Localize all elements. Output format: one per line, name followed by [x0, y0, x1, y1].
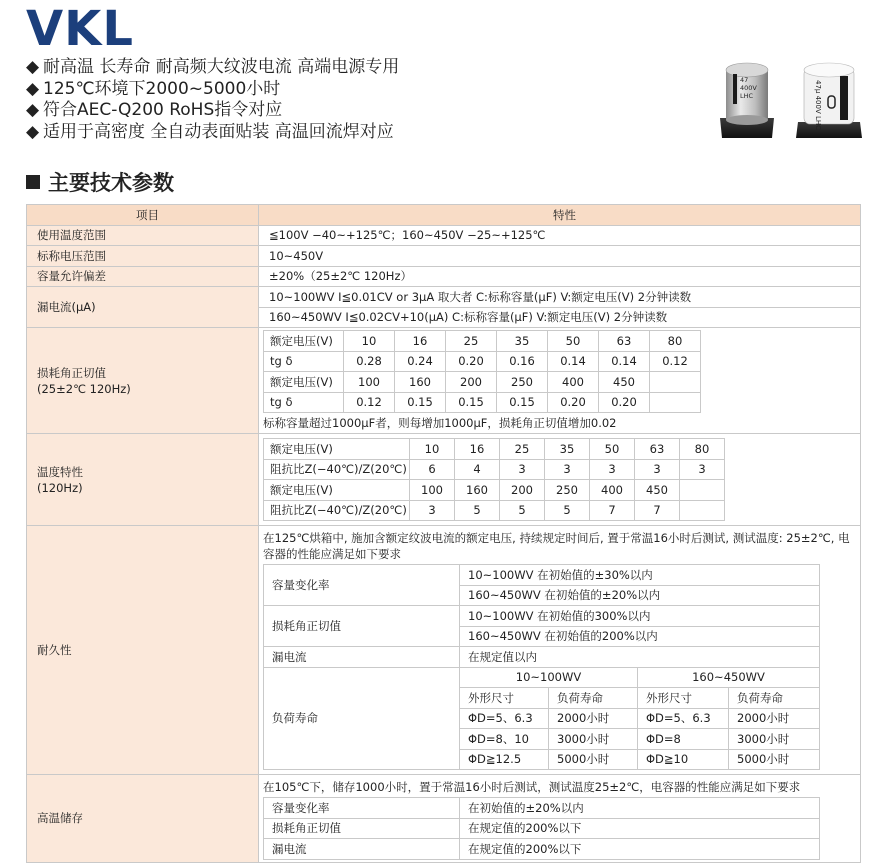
- table-row: 漏电流 在规定值以内: [264, 647, 820, 668]
- grid-row-label: 额定电压(V): [264, 372, 344, 393]
- grid-cell: 0.20: [548, 392, 599, 413]
- grid-cell: 250: [497, 372, 548, 393]
- grid-cell: 0.16: [497, 351, 548, 372]
- table-row: [27, 328, 861, 434]
- row-value: ≦100V −40~+125℃；160~450V −25~+125℃: [259, 225, 861, 246]
- row-label: 容量允许偏差: [27, 266, 259, 287]
- capacitor-1-icon: [720, 63, 774, 138]
- endurance-cell: [259, 526, 861, 775]
- table-row: 外形尺寸 负荷寿命 外形尺寸 负荷寿命: [264, 688, 820, 709]
- table-row: ΦD≧12.5 5000小时 ΦD≧10 5000小时: [264, 749, 820, 770]
- grid-cell: 0.28: [344, 351, 395, 372]
- temp-char-row: [264, 480, 725, 501]
- table-row: [27, 526, 861, 775]
- row-label: 标称电压范围: [27, 246, 259, 267]
- grid-cell: 4: [455, 459, 500, 480]
- svg-text:400V: 400V: [740, 84, 757, 92]
- svg-text:47: 47: [740, 76, 749, 84]
- table-row: ΦD=8、10 3000小时 ΦD=8 3000小时: [264, 729, 820, 750]
- endurance-intro: 在125℃烘箱中, 施加含额定纹波电流的额定电压, 持续规定时间后, 置于常温16小时后测试, 测试温度: 25±2℃, 电容器的性能应满足如下要求: [263, 531, 850, 561]
- grid-cell: 0.12: [344, 392, 395, 413]
- table-row: [27, 266, 861, 287]
- grid-cell: 7: [635, 500, 680, 521]
- tan-delta-note: 标称容量超过1000μF者，则每增加1000μF，损耗角正切值增加0.02: [263, 416, 617, 430]
- grid-cell: 0.20: [446, 351, 497, 372]
- row-label: 漏电流(μA): [27, 287, 259, 328]
- table-row: 160~450WV 在初始值的200%以内: [264, 626, 820, 647]
- grid-cell: 0.15: [395, 392, 446, 413]
- tan-delta-table: [263, 330, 701, 413]
- row-label: 高温储存: [27, 775, 259, 863]
- row-label-temp-char: 温度特性 (120Hz): [27, 434, 259, 526]
- grid-row-label: 阻抗比Z(−40℃)/Z(20℃): [264, 500, 410, 521]
- table-row: 损耗角正切值 在规定值的200%以下: [264, 818, 820, 839]
- grid-cell: 100: [410, 480, 455, 501]
- grid-row-label: tg δ: [264, 392, 344, 413]
- temp-char-row: [264, 500, 725, 521]
- capacitor-2-icon: [796, 63, 862, 138]
- table-header-row: [27, 205, 861, 226]
- grid-cell: 0.14: [599, 351, 650, 372]
- grid-cell: 63: [635, 439, 680, 460]
- grid-cell: 250: [545, 480, 590, 501]
- diamond-bullet-icon: ◆: [26, 57, 40, 77]
- table-row: [27, 246, 861, 267]
- row-value: 160~450WV I≦0.02CV+10(μA) C:标称容量(μF) V:额定电压(V) 2分钟读数: [259, 307, 861, 328]
- feature-item: ◆ 125℃环境下2000~5000小时: [26, 78, 281, 99]
- grid-cell: 3: [410, 500, 455, 521]
- tan-delta-row: [264, 392, 701, 413]
- row-label: 使用温度范围: [27, 225, 259, 246]
- grid-row-label: 额定电压(V): [264, 480, 410, 501]
- temp-char-row: [264, 459, 725, 480]
- grid-row-label: 阻抗比Z(−40℃)/Z(20℃): [264, 459, 410, 480]
- grid-cell: 10: [344, 331, 395, 352]
- storage-intro: 在105℃下，储存1000小时，置于常温16小时后测试，测试温度25±2℃，电容器的性能应满足如下要求: [263, 780, 801, 794]
- grid-cell: [650, 392, 701, 413]
- grid-cell: 5: [455, 500, 500, 521]
- grid-cell: 3: [635, 459, 680, 480]
- capacitor-product-image: [716, 60, 866, 145]
- grid-cell: 35: [545, 439, 590, 460]
- grid-row-label: 额定电压(V): [264, 331, 344, 352]
- grid-cell: [650, 372, 701, 393]
- table-row: [27, 775, 861, 863]
- section-title: 主要技术参数: [26, 170, 174, 196]
- temp-char-table: [263, 438, 725, 521]
- grid-cell: 0.24: [395, 351, 446, 372]
- feature-item: ◆ 符合AEC-Q200 RoHS指令对应: [26, 100, 283, 120]
- header-spec: 特性: [259, 205, 861, 226]
- grid-cell: 5: [500, 500, 545, 521]
- grid-cell: 50: [590, 439, 635, 460]
- storage-table: [263, 797, 820, 860]
- row-value: 10~100WV I≦0.01CV or 3μA 取大者 C:标称容量(μF) V:额定电压(V) 2分钟读数: [259, 287, 861, 308]
- storage-cell: [259, 775, 861, 863]
- grid-cell: 0.15: [446, 392, 497, 413]
- grid-cell: 16: [455, 439, 500, 460]
- tan-delta-cell: [259, 328, 861, 434]
- grid-cell: 160: [395, 372, 446, 393]
- tan-delta-row: [264, 372, 701, 393]
- table-row: [27, 287, 861, 308]
- temp-char-row: [264, 439, 725, 460]
- square-bullet-icon: [26, 175, 40, 189]
- table-row: 漏电流 在规定值的200%以下: [264, 839, 820, 860]
- grid-cell: [680, 500, 725, 521]
- row-value: ±20%（25±2℃ 120Hz）: [259, 266, 861, 287]
- grid-cell: 200: [500, 480, 545, 501]
- grid-cell: 25: [500, 439, 545, 460]
- grid-row-label: tg δ: [264, 351, 344, 372]
- grid-cell: 0.12: [650, 351, 701, 372]
- diamond-bullet-icon: ◆: [26, 78, 40, 99]
- table-row: 容量变化率 在初始值的±20%以内: [264, 798, 820, 819]
- grid-cell: 400: [548, 372, 599, 393]
- row-label: 耐久性: [27, 526, 259, 775]
- endurance-table: [263, 564, 820, 770]
- row-label-tan-delta: 损耗角正切值 (25±2℃ 120Hz): [27, 328, 259, 434]
- grid-cell: 10: [410, 439, 455, 460]
- grid-cell: 3: [680, 459, 725, 480]
- grid-cell: [680, 480, 725, 501]
- grid-cell: 25: [446, 331, 497, 352]
- feature-item: ◆ 耐高温 长寿命 耐高频大纹波电流 高端电源专用: [26, 57, 400, 77]
- tan-delta-row: [264, 331, 701, 352]
- grid-cell: 0.15: [497, 392, 548, 413]
- grid-cell: 16: [395, 331, 446, 352]
- header-item: 项目: [27, 205, 259, 226]
- grid-cell: 80: [650, 331, 701, 352]
- grid-cell: 3: [545, 459, 590, 480]
- grid-cell: 0.14: [548, 351, 599, 372]
- grid-cell: 0.20: [599, 392, 650, 413]
- grid-cell: 450: [599, 372, 650, 393]
- table-row: 损耗角正切值 10~100WV 在初始值的300%以内: [264, 606, 820, 627]
- grid-cell: 7: [590, 500, 635, 521]
- diamond-bullet-icon: ◆: [26, 100, 40, 120]
- table-row: ΦD=5、6.3 2000小时 ΦD=5、6.3 2000小时: [264, 708, 820, 729]
- grid-cell: 80: [680, 439, 725, 460]
- grid-cell: 3: [500, 459, 545, 480]
- grid-cell: 6: [410, 459, 455, 480]
- table-row: 160~450WV 在初始值的±20%以内: [264, 585, 820, 606]
- svg-text:LHC: LHC: [740, 92, 754, 100]
- grid-cell: 200: [446, 372, 497, 393]
- grid-cell: 63: [599, 331, 650, 352]
- grid-cell: 450: [635, 480, 680, 501]
- grid-cell: 35: [497, 331, 548, 352]
- grid-cell: 3: [590, 459, 635, 480]
- grid-cell: 5: [545, 500, 590, 521]
- svg-text:47μ 400V LHC: 47μ 400V LHC: [814, 80, 822, 131]
- table-row: 容量变化率 10~100WV 在初始值的±30%以内: [264, 565, 820, 586]
- grid-cell: 160: [455, 480, 500, 501]
- tan-delta-row: [264, 351, 701, 372]
- feature-list: [26, 57, 399, 143]
- table-row: [27, 225, 861, 246]
- diamond-bullet-icon: ◆: [26, 121, 40, 142]
- table-row: 负荷寿命 10~100WV 160~450WV: [264, 667, 820, 688]
- feature-item: ◆ 适用于高密度 全自动表面贴装 高温回流焊对应: [26, 121, 394, 142]
- row-value: 10~450V: [259, 246, 861, 267]
- spec-table: [26, 204, 861, 863]
- product-title: VKL: [26, 1, 134, 57]
- grid-cell: 400: [590, 480, 635, 501]
- grid-cell: 100: [344, 372, 395, 393]
- table-row: [27, 434, 861, 526]
- grid-cell: 50: [548, 331, 599, 352]
- temp-char-cell: [259, 434, 861, 526]
- grid-row-label: 额定电压(V): [264, 439, 410, 460]
